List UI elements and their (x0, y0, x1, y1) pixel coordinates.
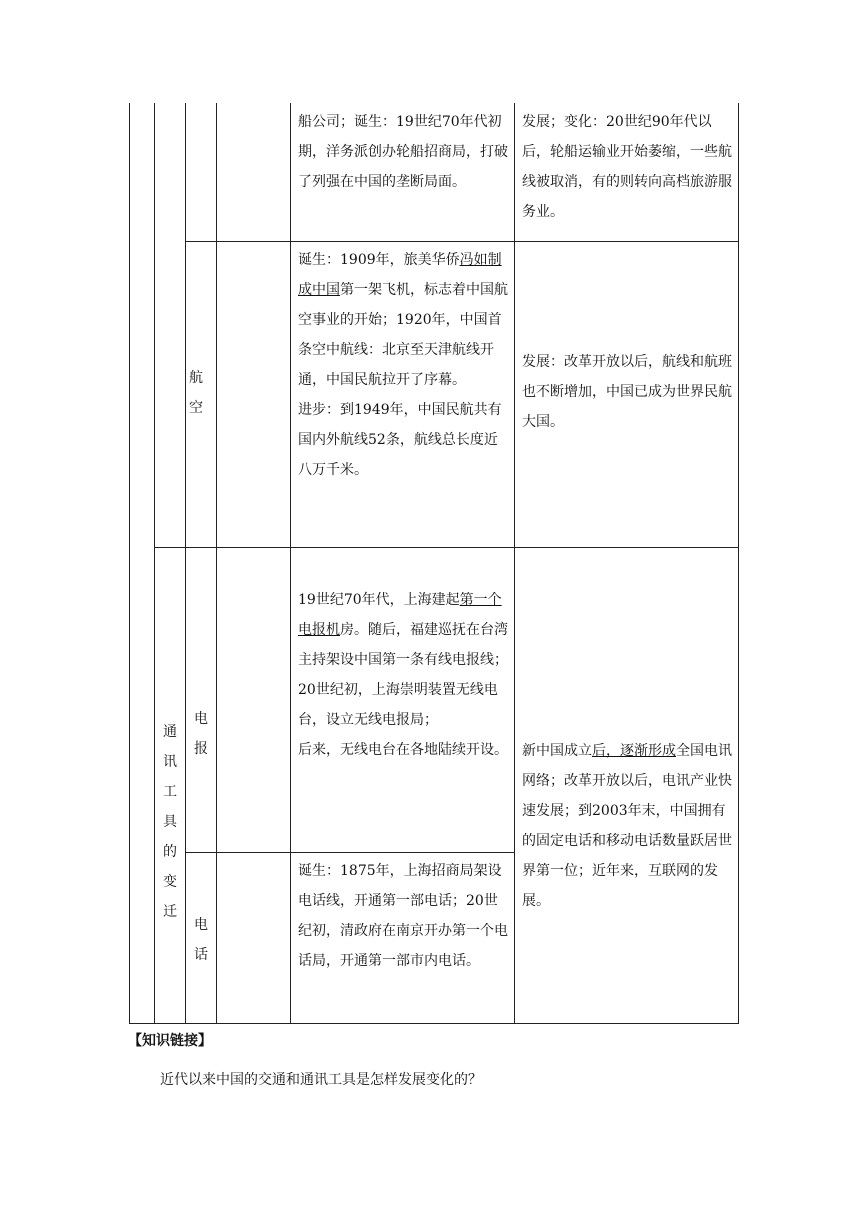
ship-birth-text: 船公司；诞生：19世纪70年代初期，洋务派创办轮船招商局，打破了列强在中国的垄断局面。 (298, 114, 508, 190)
aviation-progress-paragraph: 进步：到1949年，中国民航共有国内外航线52条，航线总长度近八万千米。 (298, 402, 502, 478)
comm-development-cell (522, 736, 732, 916)
aviation-birth-text-cont: 第一架飞机，标志着中国航空事业的开始；1920年，中国首条空中航线：北京至天津航线开通，中国民航拉开了序幕。 (298, 282, 508, 388)
label-char: 通 (163, 724, 177, 740)
aviation-birth-cell (298, 245, 508, 485)
telegraph-underlined: 第一个电报机 (298, 592, 502, 638)
aviation-development-cell (522, 347, 732, 437)
telephone-label (191, 910, 211, 970)
comm-development-underlined: 后，逐渐形成 (592, 743, 676, 759)
label-char: 航 (189, 370, 203, 386)
label-char: 迁 (163, 904, 177, 920)
grid-line (129, 103, 130, 1024)
aviation-birth-text: 诞生：1909年，旅美华侨 (298, 252, 460, 268)
telegraph-text-cont: 房。随后，福建巡抚在台湾主持架设中国第一条有线电报线；20世纪初，上海崇明装置无线电台，设立无线电报局； (298, 622, 508, 728)
label-char: 电 (194, 711, 208, 727)
telephone-cell (298, 856, 508, 976)
telegraph-paragraph-2: 后来，无线电台在各地陆续开设。 (298, 742, 508, 758)
label-char: 变 (163, 874, 177, 890)
grid-line (154, 547, 739, 548)
telegraph-text: 19世纪70年代，上海建起 (298, 592, 460, 608)
comm-development-text-cont: 全国电讯网络；改革开放以后，电讯产业快速发展；到2003年末，中国拥有的固定电话和移动电话数量跃居世界第一位；近年来，互联网的发展。 (522, 743, 732, 909)
label-char: 话 (194, 947, 208, 963)
telegraph-label (191, 704, 211, 764)
aviation-birth-paragraph (298, 245, 508, 395)
comm-development-paragraph (522, 736, 732, 916)
label-char: 的 (163, 844, 177, 860)
label-char: 工 (163, 784, 177, 800)
section-heading: 【知识链接】 (128, 1033, 212, 1049)
telegraph-paragraph-1 (298, 585, 508, 735)
grid-line (185, 241, 739, 242)
grid-line (129, 1023, 739, 1024)
label-char: 讯 (163, 754, 177, 770)
label-char: 电 (194, 917, 208, 933)
label-char: 空 (189, 400, 203, 416)
label-char: 具 (163, 814, 177, 830)
ship-development-text: 发展；变化：20世纪90年代以后，轮船运输业开始萎缩，一些航线被取消，有的则转向高档旅游服务业。 (522, 114, 732, 220)
comm-group-label (160, 717, 180, 927)
ship-birth-cell (298, 107, 508, 197)
grid-line (154, 103, 155, 1024)
aviation-label (186, 363, 206, 423)
label-char: 报 (194, 741, 208, 757)
telegraph-cell (298, 585, 508, 765)
aviation-development-text: 发展：改革开放以后，航线和航班也不断增加，中国已成为世界民航大国。 (522, 354, 732, 430)
comm-group-label-text (160, 717, 180, 927)
section-question: 近代以来中国的交通和通讯工具是怎样发展变化的？ (160, 1072, 482, 1088)
telephone-birth-text: 诞生：1875年，上海招商局架设电话线，开通第一部电话；20世纪初，清政府在南京开办第一个电话局，开通第一部市内电话。 (298, 863, 508, 969)
ship-development-cell (522, 107, 732, 227)
telephone-label-text (191, 910, 211, 970)
grid-line (185, 852, 515, 853)
telegraph-label-text (191, 704, 211, 764)
aviation-birth-underlined: 冯如制成中国 (298, 252, 502, 298)
aviation-label-text (186, 363, 206, 423)
comm-development-text: 新中国成立 (522, 743, 592, 759)
